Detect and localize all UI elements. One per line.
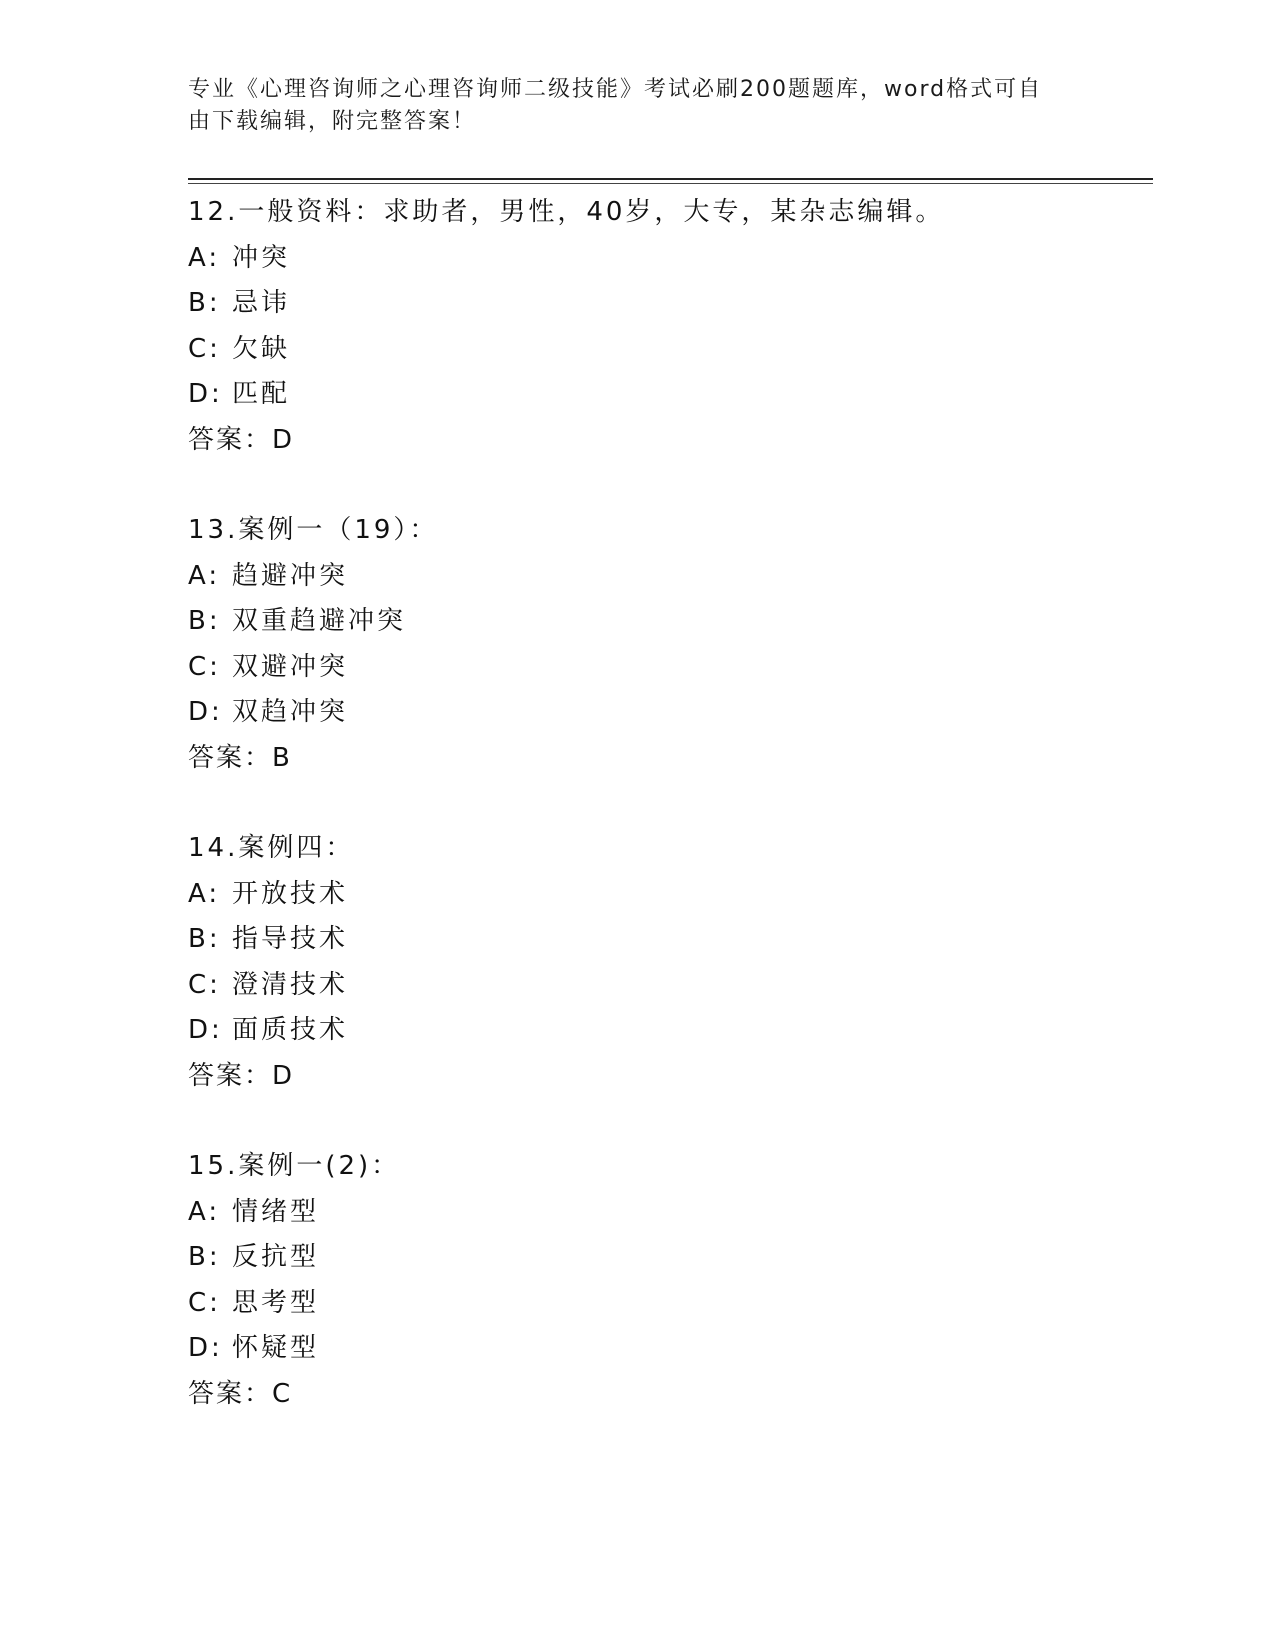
option-text: 反抗型 — [232, 1242, 320, 1272]
option-letter: A: — [188, 878, 221, 909]
option-c — [188, 645, 1148, 691]
option-text: 欠缺 — [232, 333, 291, 364]
header-divider-thin — [188, 183, 1153, 184]
question-stem: 14.案例四： — [188, 833, 355, 863]
question-15 — [188, 1144, 1148, 1417]
answer-line: 答案：B — [188, 742, 292, 773]
option-text: 指导技术 — [232, 924, 349, 954]
option-a — [188, 236, 1148, 282]
option-letter: D: — [188, 697, 223, 727]
question-list — [188, 190, 1148, 1462]
answer-line: 答案：D — [188, 1060, 295, 1091]
option-text: 面质技术 — [232, 1015, 349, 1045]
question-stem: 15.案例一(2)： — [188, 1151, 401, 1181]
header-line-1: 专业《心理咨询师之心理咨询师二级技能》考试必刷200题题库，word格式可自 — [188, 77, 1043, 102]
option-c — [188, 327, 1148, 373]
option-d — [188, 1326, 1148, 1372]
question-stem: 12.一般资料：求助者，男性，40岁，大专，某杂志编辑。 — [188, 197, 945, 227]
option-text: 趋避冲突 — [232, 560, 349, 591]
option-d — [188, 372, 1148, 418]
option-text: 忌讳 — [232, 288, 291, 318]
option-text: 匹配 — [232, 379, 291, 409]
option-letter: D: — [188, 379, 223, 409]
option-text: 冲突 — [232, 242, 291, 273]
option-letter: C: — [188, 651, 221, 682]
option-d — [188, 1008, 1148, 1054]
question-12 — [188, 190, 1148, 463]
option-letter: A: — [188, 1196, 221, 1227]
option-b — [188, 1235, 1148, 1281]
option-letter: A: — [188, 560, 221, 591]
option-letter: C: — [188, 1287, 221, 1318]
option-text: 怀疑型 — [232, 1333, 320, 1363]
question-14 — [188, 826, 1148, 1099]
option-d — [188, 690, 1148, 736]
option-text: 澄清技术 — [232, 969, 349, 1000]
option-c — [188, 963, 1148, 1009]
option-text: 开放技术 — [232, 878, 349, 909]
option-letter: B: — [188, 606, 221, 636]
answer-line: 答案：D — [188, 424, 295, 455]
question-stem: 13.案例一（19）： — [188, 515, 439, 545]
option-letter: A: — [188, 242, 221, 273]
option-letter: D: — [188, 1333, 223, 1363]
document-header — [188, 74, 1068, 138]
option-letter: C: — [188, 333, 221, 364]
option-text: 思考型 — [232, 1287, 320, 1318]
option-a — [188, 872, 1148, 918]
option-letter: D: — [188, 1015, 223, 1045]
option-b — [188, 917, 1148, 963]
option-a — [188, 1190, 1148, 1236]
option-text: 双趋冲突 — [232, 697, 349, 727]
option-letter: B: — [188, 1242, 221, 1272]
option-letter: C: — [188, 969, 221, 1000]
option-c — [188, 1281, 1148, 1327]
option-text: 双避冲突 — [232, 651, 349, 682]
option-letter: B: — [188, 288, 221, 318]
option-b — [188, 599, 1148, 645]
option-text: 情绪型 — [232, 1196, 320, 1227]
option-b — [188, 281, 1148, 327]
question-13 — [188, 508, 1148, 781]
option-letter: B: — [188, 924, 221, 954]
answer-line: 答案：C — [188, 1378, 293, 1409]
option-a — [188, 554, 1148, 600]
option-text: 双重趋避冲突 — [232, 606, 407, 636]
header-divider-thick — [188, 178, 1153, 180]
header-line-2: 由下载编辑，附完整答案！ — [188, 109, 477, 134]
